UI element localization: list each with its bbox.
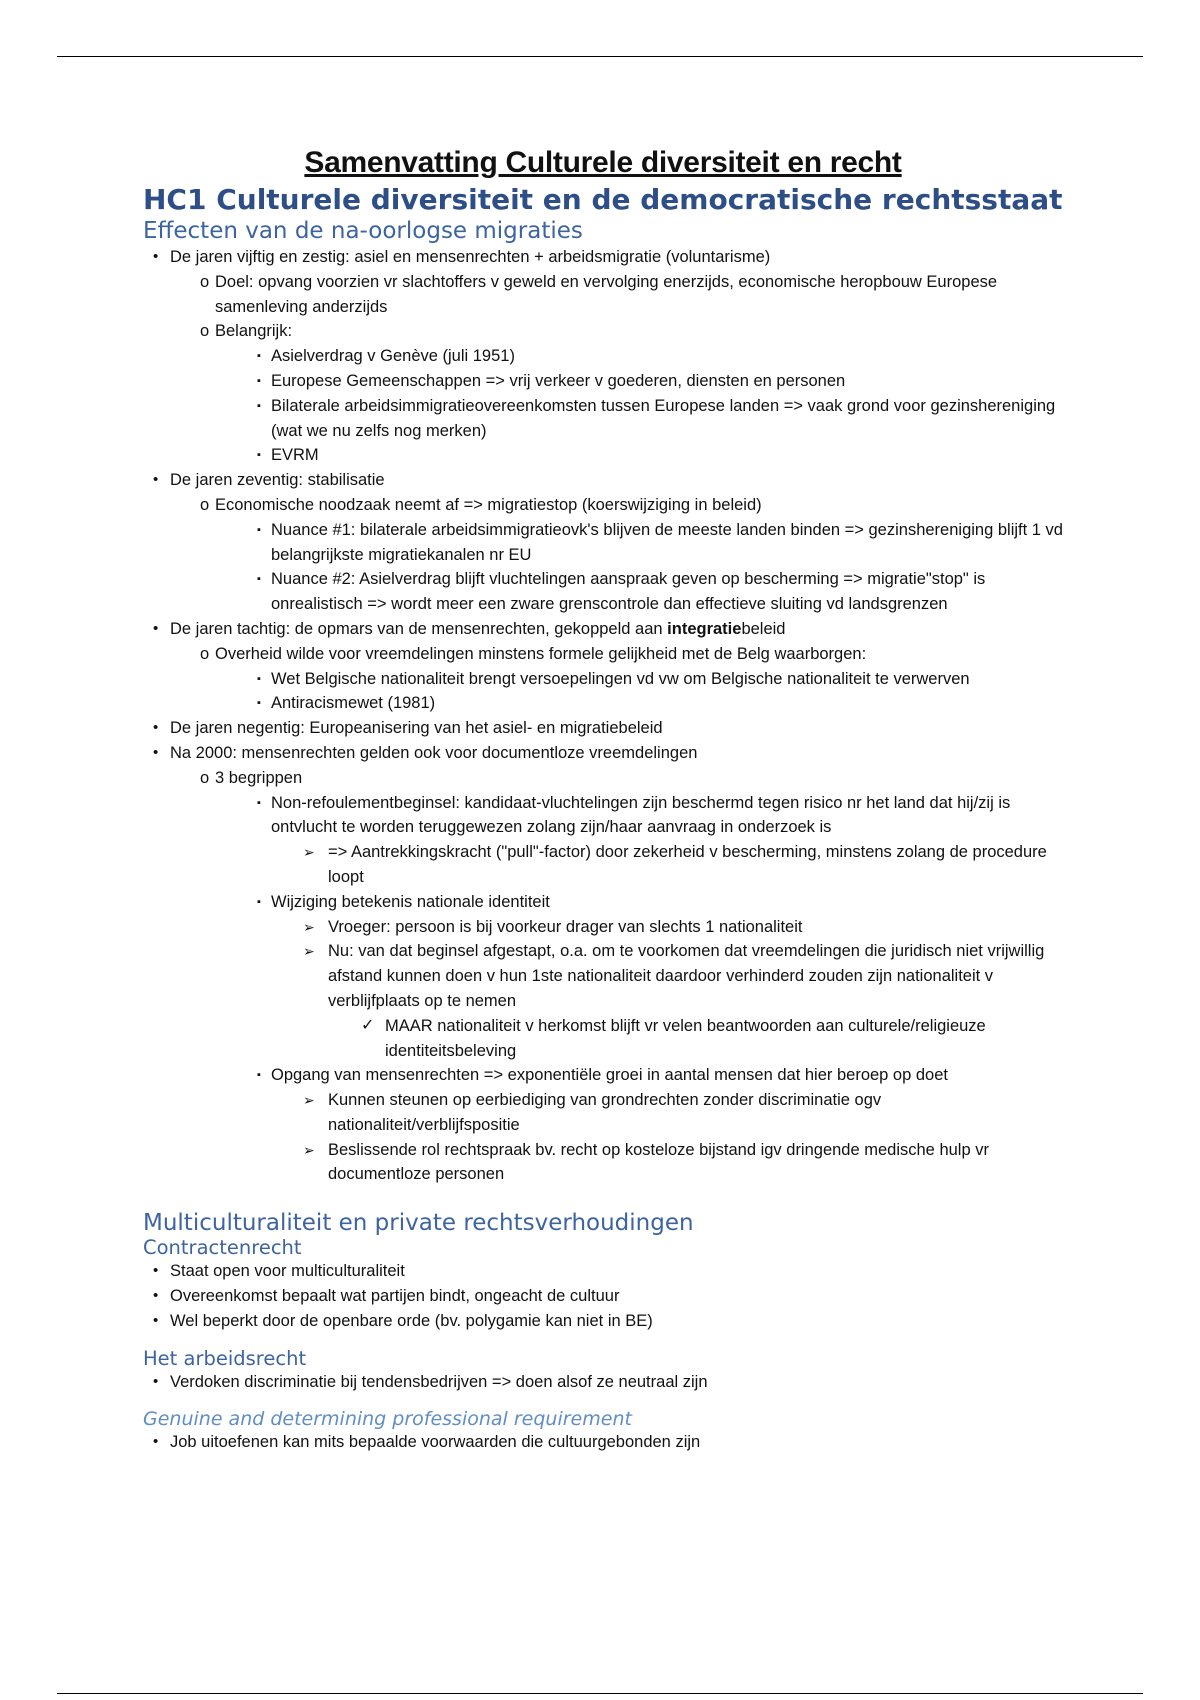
arrow-marker: ➢ bbox=[303, 918, 315, 935]
list-item: ▪ Nuance #1: bilaterale arbeidsimmigratieovk's blijven de meeste landen binden => gezinshereniging blijft 1 vd belangrijkste migratiekanalen nr EU bbox=[143, 518, 1063, 568]
list-item: o Overheid wilde voor vreemdelingen minstens formele gelijkheid met de Belg waarborgen: bbox=[143, 642, 1063, 667]
bullet-marker: • bbox=[153, 1372, 159, 1390]
list-item: ✓ MAAR nationaliteit v herkomst blijft vr velen beantwoorden aan culturele/religieuze identiteitsbeleving bbox=[143, 1014, 1063, 1064]
square-marker: ▪ bbox=[257, 796, 261, 809]
list-item: o Doel: opvang voorzien vr slachtoffers v geweld en vervolging enerzijds, economische heropbouw Europese samenleving anderzijds bbox=[143, 270, 1063, 320]
footer-rule bbox=[57, 1693, 1143, 1694]
list-item: ▪ Antiracismewet (1981) bbox=[143, 691, 1063, 716]
section-heading-multiculturaliteit: Multiculturaliteit en private rechtsverhoudingen bbox=[143, 1210, 694, 1237]
list-item: • Wel beperkt door de openbare orde (bv. polygamie kan niet in BE) bbox=[143, 1309, 1063, 1334]
list-item: • De jaren negentig: Europeanisering van het asiel- en migratiebeleid bbox=[143, 716, 1063, 741]
square-marker: ▪ bbox=[257, 449, 261, 462]
square-marker: ▪ bbox=[257, 1069, 261, 1082]
bullet-marker: • bbox=[153, 719, 159, 737]
arrow-marker: ➢ bbox=[303, 1141, 315, 1158]
circle-marker: o bbox=[200, 272, 210, 291]
circle-marker: o bbox=[200, 768, 210, 787]
list-item: ▪ Wet Belgische nationaliteit brengt versoepelingen vd vw om Belgische nationaliteit te verwerven bbox=[143, 667, 1063, 692]
list-item: ▪ Wijziging betekenis nationale identiteit bbox=[143, 890, 1063, 915]
list-item: ▪ Europese Gemeenschappen => vrij verkeer v goederen, diensten en personen bbox=[143, 369, 1063, 394]
subsection-heading-arbeidsrecht: Het arbeidsrecht bbox=[143, 1346, 307, 1370]
bullet-marker: • bbox=[153, 743, 159, 761]
arrow-marker: ➢ bbox=[303, 1092, 315, 1109]
square-marker: ▪ bbox=[257, 350, 261, 363]
bullet-marker: • bbox=[153, 1311, 159, 1329]
list-item: ▪ Bilaterale arbeidsimmigratieovereenkomsten tussen Europese landen => vaak grond voor gezinshereniging (wat we nu zelfs nog merken) bbox=[143, 394, 1063, 444]
arrow-marker: ➢ bbox=[303, 844, 315, 861]
list-item: ➢ Vroeger: persoon is bij voorkeur drager van slechts 1 nationaliteit bbox=[143, 915, 1063, 940]
bullet-marker: • bbox=[153, 1287, 159, 1305]
subsubsection-heading-genuine: Genuine and determining professional requirement bbox=[143, 1408, 632, 1431]
list-item: ▪ Nuance #2: Asielverdrag blijft vluchtelingen aanspraak geven op bescherming => migratie"stop" is onrealistisch => wordt meer een zware grenscontrole dan effectieve sluiting vd landsgrenzen bbox=[143, 567, 1063, 617]
list-item: • Job uitoefenen kan mits bepaalde voorwaarden die cultuurgebonden zijn bbox=[143, 1430, 1063, 1455]
list-item: ▪ Non-refoulementbeginsel: kandidaat-vluchtelingen zijn beschermd tegen risico nr het land dat hij/zij is ontvlucht te worden teruggewezen zolang zijn/haar aanvraag in onderzoek is bbox=[143, 791, 1063, 841]
circle-marker: o bbox=[200, 322, 210, 341]
list-item: ➢ Nu: van dat beginsel afgestapt, o.a. om te voorkomen dat vreemdelingen die juridisch niet vrijwillig afstand kunnen doen v hun 1ste nationaliteit daardoor verhinderd zouden zijn nationaliteit v verblijfplaats op te nemen bbox=[143, 939, 1063, 1013]
list-item: • De jaren tachtig: de opmars van de mensenrechten, gekoppeld aan integratiebeleid bbox=[143, 617, 1063, 642]
list-item: o Economische noodzaak neemt af => migratiestop (koerswijziging in beleid) bbox=[143, 493, 1063, 518]
list-item: • Staat open voor multiculturaliteit bbox=[143, 1259, 1063, 1284]
check-marker: ✓ bbox=[361, 1016, 375, 1034]
section-heading-effecten: Effecten van de na-oorlogse migraties bbox=[143, 218, 583, 244]
square-marker: ▪ bbox=[257, 573, 261, 586]
square-marker: ▪ bbox=[257, 523, 261, 536]
bullet-marker: • bbox=[153, 1262, 159, 1280]
arbeidsrecht-list bbox=[143, 1370, 1063, 1395]
square-marker: ▪ bbox=[257, 697, 261, 710]
bullet-marker: • bbox=[153, 1433, 159, 1451]
header-rule bbox=[57, 56, 1143, 57]
list-item: • Na 2000: mensenrechten gelden ook voor documentloze vreemdelingen bbox=[143, 741, 1063, 766]
circle-marker: o bbox=[200, 644, 210, 663]
contractenrecht-list bbox=[143, 1259, 1063, 1333]
genuine-list bbox=[143, 1430, 1063, 1455]
square-marker: ▪ bbox=[257, 399, 261, 412]
chapter-heading: HC1 Culturele diversiteit en de democratische rechtsstaat bbox=[143, 183, 1063, 216]
list-item: o Belangrijk: bbox=[143, 319, 1063, 344]
square-marker: ▪ bbox=[257, 895, 261, 908]
effecten-list bbox=[143, 245, 1063, 1187]
document-body bbox=[143, 146, 1063, 1455]
square-marker: ▪ bbox=[257, 374, 261, 387]
document-title: Samenvatting Culturele diversiteit en recht bbox=[304, 146, 902, 179]
list-item: • De jaren zeventig: stabilisatie bbox=[143, 468, 1063, 493]
arrow-marker: ➢ bbox=[303, 943, 315, 960]
square-marker: ▪ bbox=[257, 672, 261, 685]
bullet-marker: • bbox=[153, 619, 159, 637]
list-item: ▪ Opgang van mensenrechten => exponentiële groei in aantal mensen dat hier beroep op doet bbox=[143, 1063, 1063, 1088]
list-item: ▪ EVRM bbox=[143, 443, 1063, 468]
circle-marker: o bbox=[200, 495, 210, 514]
subsection-heading-contractenrecht: Contractenrecht bbox=[143, 1236, 302, 1260]
list-item: ▪ Asielverdrag v Genève (juli 1951) bbox=[143, 344, 1063, 369]
bullet-marker: • bbox=[153, 471, 159, 489]
bullet-marker: • bbox=[153, 248, 159, 265]
list-item: • Verdoken discriminatie bij tendensbedrijven => doen alsof ze neutraal zijn bbox=[143, 1370, 1063, 1395]
list-item: ➢ Beslissende rol rechtspraak bv. recht op kosteloze bijstand igv dringende medische hulp vr documentloze personen bbox=[143, 1138, 1063, 1188]
list-item: ➢ => Aantrekkingskracht ("pull"-factor) door zekerheid v bescherming, minstens zolang de procedure loopt bbox=[143, 840, 1063, 890]
list-item: • De jaren vijftig en zestig: asiel en mensenrechten + arbeidsmigratie (voluntarisme) bbox=[143, 245, 1063, 270]
list-item: • Overeenkomst bepaalt wat partijen bindt, ongeacht de cultuur bbox=[143, 1284, 1063, 1309]
list-item: o 3 begrippen bbox=[143, 766, 1063, 791]
list-item: ➢ Kunnen steunen op eerbiediging van grondrechten zonder discriminatie ogv nationaliteit/verblijfspositie bbox=[143, 1088, 1063, 1138]
